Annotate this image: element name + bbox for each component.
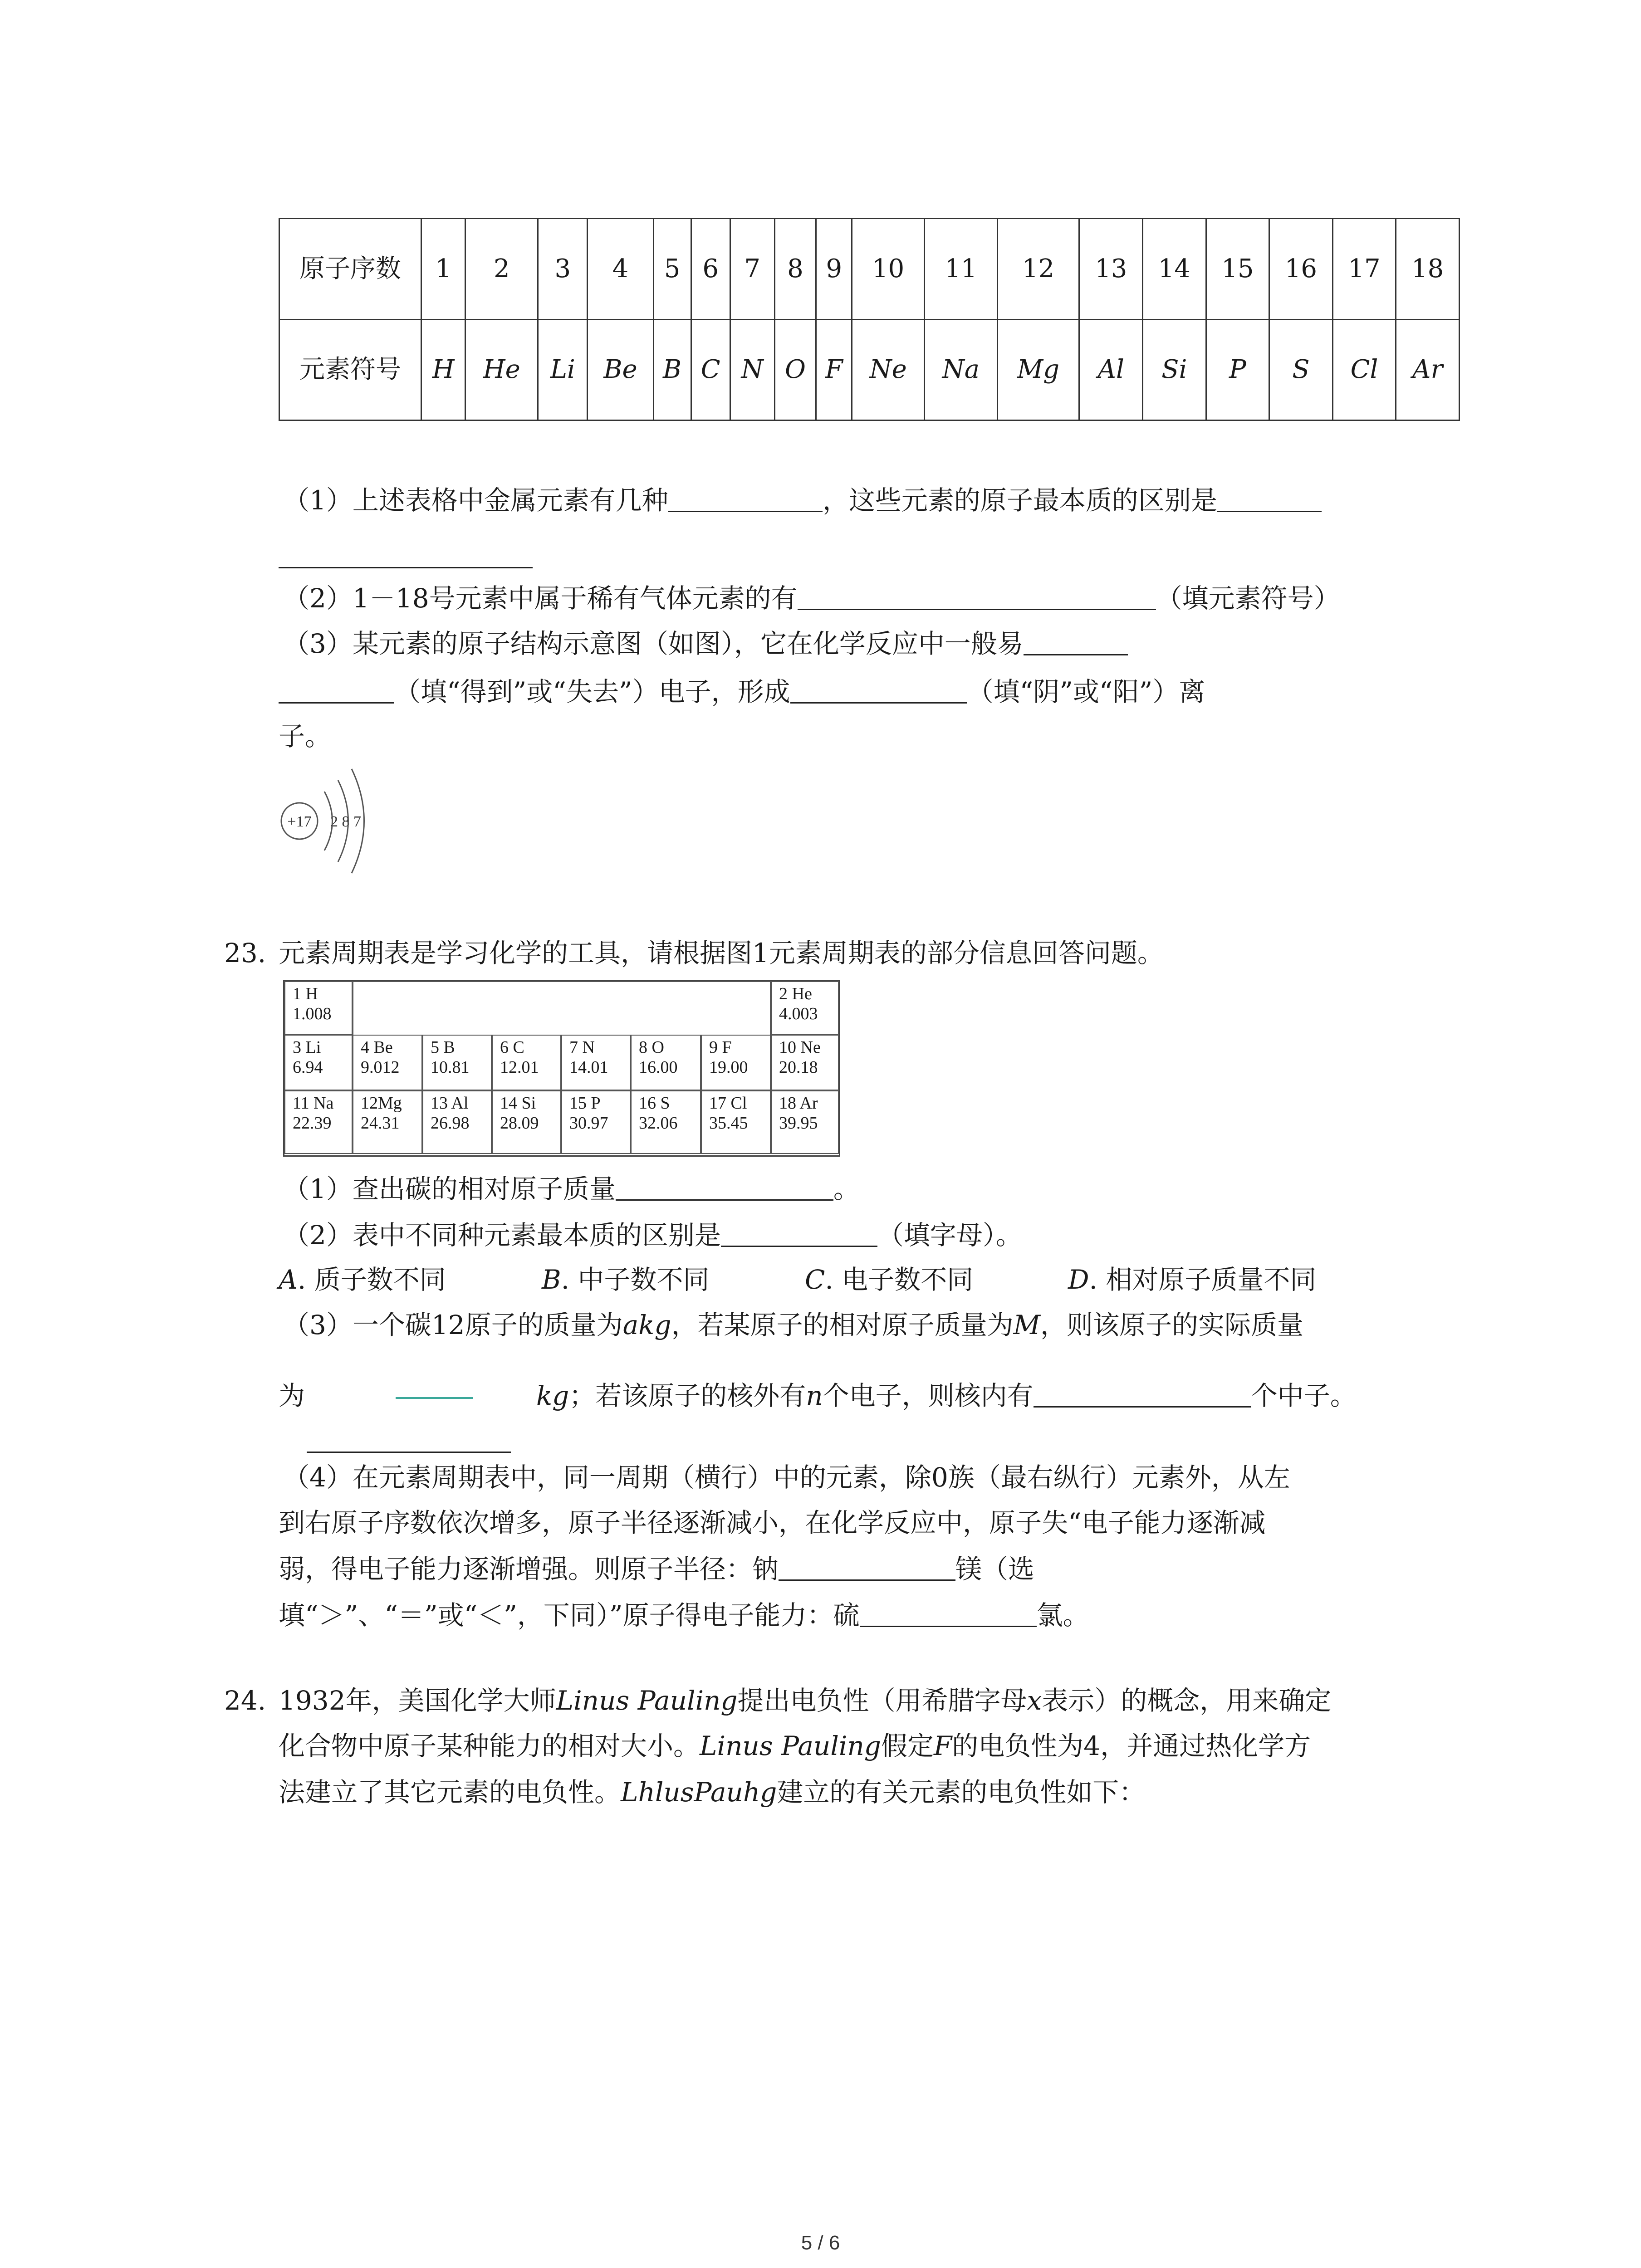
q22-part1: （1）上述表格中金属元素有几种 ，这些元素的原子最本质的区别是 <box>283 482 1322 519</box>
answer-blank[interactable] <box>616 1173 833 1201</box>
table-row <box>279 319 1460 420</box>
table-cell: 13 <box>1079 219 1143 320</box>
table-cell: 3 <box>538 219 588 320</box>
answer-blank[interactable] <box>721 1219 877 1247</box>
q23-stem: 元素周期表是学习化学的工具，请根据图1元素周期表的部分信息回答问题。 <box>279 938 1164 968</box>
electron-shells: 2 8 7 <box>330 813 361 830</box>
table-cell: He <box>465 319 538 420</box>
answer-blank[interactable] <box>790 676 967 704</box>
answer-blank[interactable] <box>1034 1380 1251 1408</box>
option-b[interactable]: B. 中子数不同 <box>542 1264 710 1295</box>
table-cell: 15 <box>1206 219 1269 320</box>
q23-part3-cont: 为 kg；若该原子的核外有n个电子，则核内有 个中子。 <box>279 1380 1357 1411</box>
element-cell: 8 O 16.00 <box>631 1035 701 1090</box>
q23-options <box>279 1261 1316 1298</box>
nucleus-charge: +17 <box>287 813 312 830</box>
element-cell: 6 C 12.01 <box>492 1035 561 1090</box>
table-header-cell: 元素符号 <box>279 319 421 420</box>
element-cell: 17 Cl 35.45 <box>701 1090 771 1154</box>
question-number: 23. <box>224 938 266 968</box>
element-cell: 5 B 10.81 <box>422 1035 492 1090</box>
element-cell: 4 Be 9.012 <box>353 1035 422 1090</box>
answer-blank[interactable] <box>1217 484 1322 512</box>
table-cell: 14 <box>1142 219 1206 320</box>
element-cell: 15 P 30.97 <box>561 1090 631 1154</box>
element-cell: 16 S 32.06 <box>631 1090 701 1154</box>
answer-blank[interactable] <box>668 484 823 512</box>
atom-structure-diagram <box>272 758 381 894</box>
table-cell: 12 <box>997 219 1079 320</box>
element-cell: 12Mg 24.31 <box>353 1090 422 1154</box>
table-cell: 9 <box>816 219 852 320</box>
table-cell: H <box>421 319 465 420</box>
q23-part4-line4: 填“＞”、“＝”或“＜”，下同）”原子得电子能力：硫 氯。 <box>279 1600 1089 1631</box>
table-cell: Li <box>538 319 588 420</box>
table-cell: 17 <box>1332 219 1396 320</box>
table-cell: P <box>1206 319 1269 420</box>
table-cell: 10 <box>852 219 925 320</box>
empty-cell <box>353 981 771 1035</box>
q24-line1: 1932年，美国化学大师Linus Pauling提出电负性（用希腊字母x表示）的概念，用来确定 <box>279 1685 1332 1716</box>
q24-line3: 法建立了其它元素的电负性。LhlusPauhg建立的有关元素的电负性如下： <box>279 1777 1146 1808</box>
table-row <box>279 219 1460 320</box>
q22-part2: （2）1－18号元素中属于稀有气体元素的有 （填元素符号） <box>283 583 1340 614</box>
table-cell: 5 <box>653 219 691 320</box>
q22-part3: （3）某元素的原子结构示意图（如图），它在化学反应中一般易 <box>283 625 1128 662</box>
element-cell: 10 Ne 20.18 <box>771 1035 839 1090</box>
q24-line2: 化合物中原子某种能力的相对大小。Linus Pauling假定F的电负性为4，并通过热化学方 <box>279 1730 1311 1761</box>
question-number: 24. <box>224 1685 266 1716</box>
table-cell: Cl <box>1332 319 1396 420</box>
table-cell: N <box>730 319 774 420</box>
table-cell: 4 <box>588 219 653 320</box>
table-cell: 7 <box>730 219 774 320</box>
table-cell: 1 <box>421 219 465 320</box>
element-cell: 11 Na 22.39 <box>284 1090 353 1154</box>
q23-part4-line3: 弱，得电子能力逐渐增强。则原子半径：钠 镁（选 <box>279 1554 1035 1584</box>
option-d[interactable]: D. 相对原子质量不同 <box>1068 1264 1317 1295</box>
q22-part3-end: 子。 <box>279 721 332 752</box>
answer-blank[interactable] <box>279 676 394 704</box>
q23-part1: （1）查出碳的相对原子质量 。 <box>283 1173 860 1204</box>
answer-blank[interactable] <box>860 1599 1037 1627</box>
element-cell: 14 Si 28.09 <box>492 1090 561 1154</box>
q23-part4-line2: 到右原子序数依次增多，原子半径逐渐减小，在化学反应中，原子失“电子能力逐渐减 <box>279 1507 1266 1538</box>
table-cell: 2 <box>465 219 538 320</box>
table-cell: 8 <box>774 219 816 320</box>
element-cell: 3 Li 6.94 <box>284 1035 353 1090</box>
table-cell: C <box>691 319 730 420</box>
answer-blank[interactable] <box>779 1553 955 1581</box>
answer-blank[interactable] <box>307 1452 511 1453</box>
table-cell: Si <box>1142 319 1206 420</box>
table-cell: O <box>774 319 816 420</box>
element-cell: 7 N 14.01 <box>561 1035 631 1090</box>
table-header-cell: 原子序数 <box>279 219 421 320</box>
element-table <box>279 218 1460 421</box>
option-c[interactable]: C. 电子数不同 <box>805 1264 974 1295</box>
element-cell: 9 F 19.00 <box>701 1035 771 1090</box>
q23-part2: （2）表中不同种元素最本质的区别是 （填字母）。 <box>283 1220 1022 1251</box>
table-cell: F <box>816 319 852 420</box>
element-cell: 13 Al 26.98 <box>422 1090 492 1154</box>
table-cell: Ne <box>852 319 925 420</box>
q22-part3-cont: （填“得到”或“失去”）电子，形成 （填“阴”或“阳”）离 <box>279 673 1205 710</box>
element-cell: 1 H 1.008 <box>284 981 353 1035</box>
answer-blank[interactable] <box>798 582 1156 610</box>
table-cell: Ar <box>1396 319 1460 420</box>
element-cell: 2 He 4.003 <box>771 981 839 1035</box>
page-number: 5 / 6 <box>801 2232 840 2254</box>
answer-blank[interactable] <box>279 567 533 568</box>
table-cell: 11 <box>925 219 997 320</box>
periodic-table-excerpt <box>283 980 840 1157</box>
table-cell: 18 <box>1396 219 1460 320</box>
table-cell: 16 <box>1269 219 1333 320</box>
table-cell: Be <box>588 319 653 420</box>
q23-part3: （3）一个碳12原子的质量为akg，若某原子的相对原子质量为M，则该原子的实际质量 <box>283 1310 1303 1340</box>
table-cell: B <box>653 319 691 420</box>
option-a[interactable]: A. 质子数不同 <box>279 1264 446 1295</box>
table-cell: S <box>1269 319 1333 420</box>
fraction-answer-line[interactable] <box>396 1397 473 1399</box>
table-cell: Al <box>1079 319 1143 420</box>
table-cell: Mg <box>997 319 1079 420</box>
answer-blank[interactable] <box>1024 628 1128 655</box>
q23-part4: （4）在元素周期表中，同一周期（横行）中的元素，除0族（最右纵行）元素外，从左 <box>283 1462 1290 1493</box>
table-cell: Na <box>925 319 997 420</box>
table-cell: 6 <box>691 219 730 320</box>
element-cell: 18 Ar 39.95 <box>771 1090 839 1154</box>
